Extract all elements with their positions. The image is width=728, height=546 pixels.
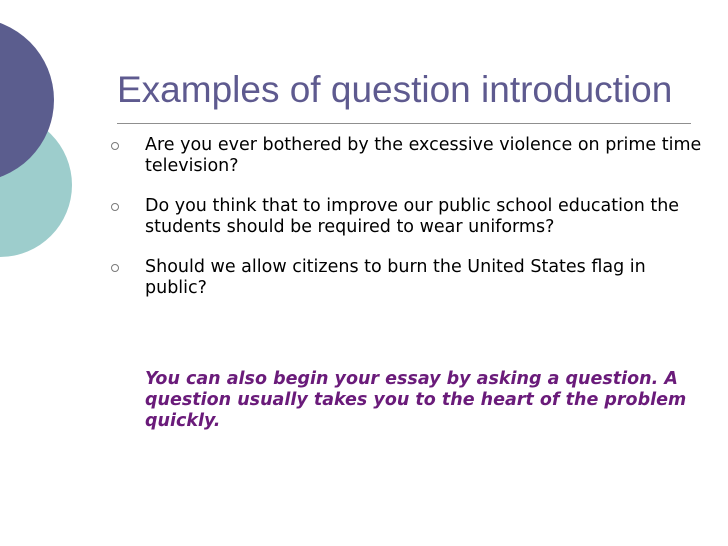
emphasis-note: You can also begin your essay by asking a question. A question usually takes you to the heart of the problem quickly. — [145, 369, 687, 431]
slide-title: Examples of question introduction — [117, 69, 673, 110]
hollow-circle-bullet-icon — [111, 142, 119, 150]
hollow-circle-bullet-icon — [111, 203, 119, 211]
bullet-text: Do you think that to improve our public school education the students should be required to wear uniforms? — [145, 196, 680, 237]
bullet-item — [108, 257, 708, 299]
bullet-text: Are you ever bothered by the excessive violence on prime time television? — [145, 135, 702, 176]
title-divider — [117, 123, 691, 124]
decorative-circles — [0, 0, 120, 300]
bullet-text: Should we allow citizens to burn the United States flag in public? — [145, 257, 646, 298]
bullet-item — [108, 196, 708, 238]
hollow-circle-bullet-icon — [111, 264, 119, 272]
bullet-item — [108, 135, 708, 177]
bullet-list — [108, 135, 708, 318]
